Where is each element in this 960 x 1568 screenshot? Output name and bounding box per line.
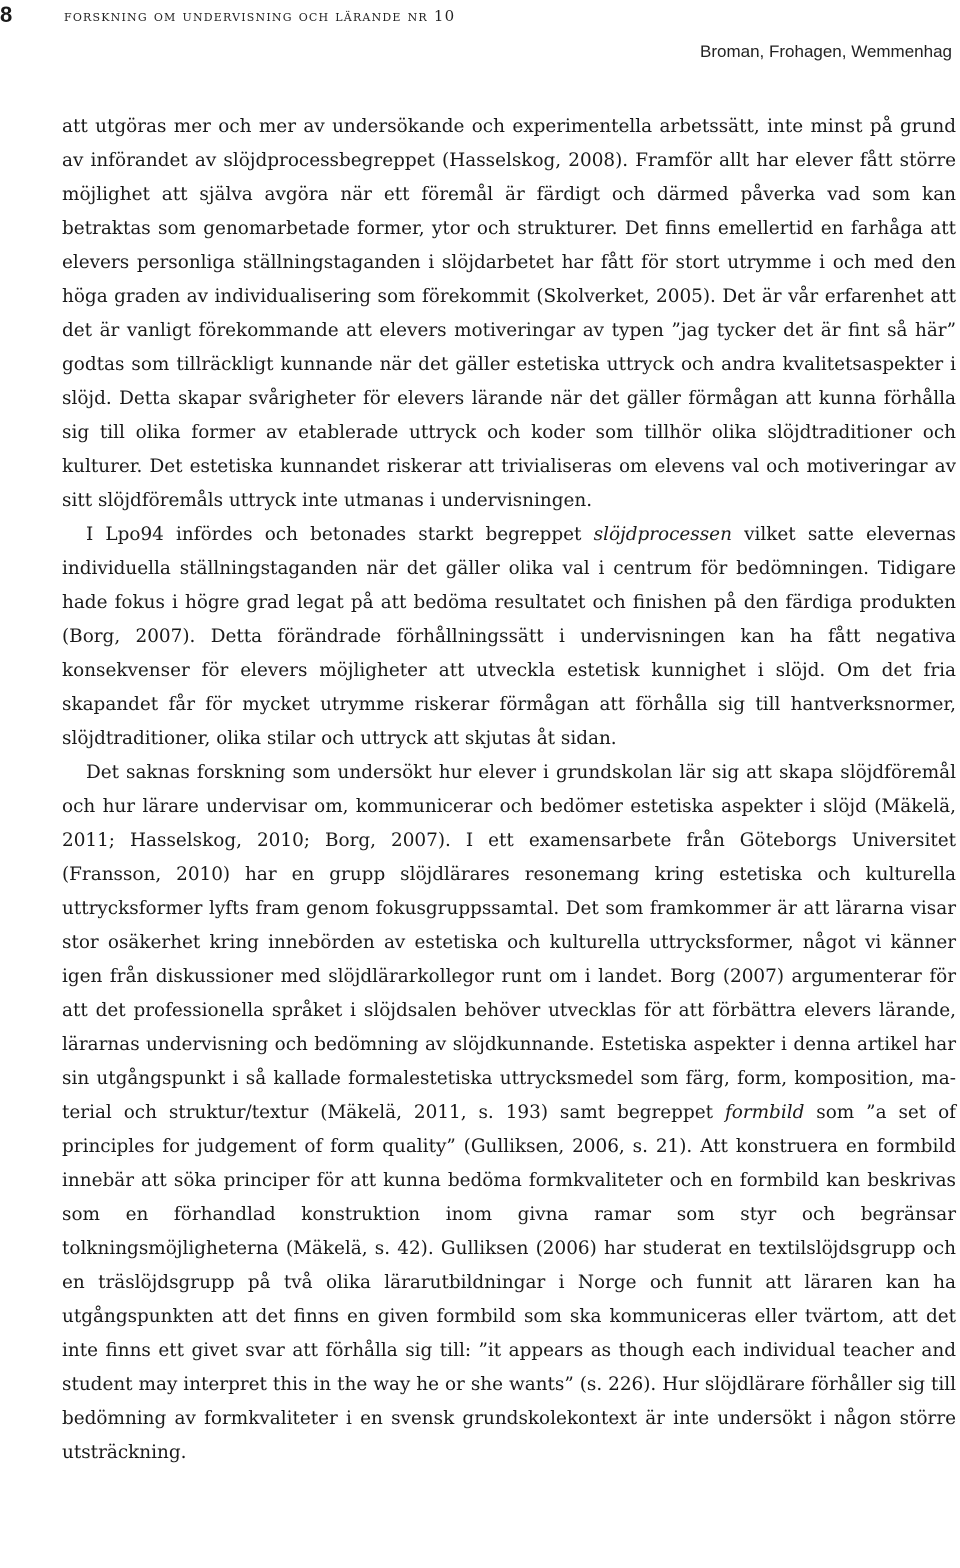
paragraph — [62, 110, 956, 518]
text-run: som ”a set of principles for judgement of form quality” (Gulliksen, 2006, s. 21). Att konstruera en formbild innebär att söka principer för att kunna bedöma formkvaliteter och en formbild kan beskrivas som en förhandlad konstruktion inom givna ramar som styr och begränsar tolkningsmöjligheterna (Mäkelä, s. 42). Gulliksen (2006) har studerat en textilslöjdsgrupp och en träslöjdsgrupp på två olika lärarutbildningar i Norge och funnit att läraren kan ha utgångspunkten att det finns en given formbild som ska kommuniceras eller tvärtom, att det inte finns ett givet svar att förhålla sig till: ”it appears as though each individual teacher and student may interpret this in the way he or she wants” (s. 226). Hur slöjdlärare förhåller sig till bedömning av formkvaliteter i en svensk grundskolekontext är inte undersökt i någon större utsträckning. — [62, 1102, 956, 1463]
running-head: forskning om undervisning och lärande nr 10 — [64, 7, 456, 25]
body-text — [62, 110, 956, 1470]
text-run: vilket satte elevernas individuella ställningstaganden när det gäller olika val i centrum för bedömningen. Tidigare hade fokus i högre grad legat på att bedöma resultatet och finishen på den färdiga produkten (Borg, 2007). Detta förändrade förhållningssätt i undervisningen kan ha fått negativa konsekvenser för elevers möjligheter att utveckla estetisk kunnighet i slöjd. Om det fria skapandet får för mycket utrymme riskerar förmågan att förhålla sig till hantverksnormer, slöjdtraditioner, olika stilar och uttryck att skjutas åt sidan. — [62, 524, 956, 749]
author-line: Broman, Frohagen, Wemmenhag — [700, 42, 952, 61]
text-run: att utgöras mer och mer av undersökande och experimentella arbetssätt, inte minst på grund av införandet av slöjdprocessbegreppet (Hasselskog, 2008). Framför allt har elever fått större möjlighet att själva avgöra när ett föremål är färdigt och därmed påverka vad som kan betraktas som genomarbetade former, ytor och strukturer. Det finns emellertid en farhåga att elevers personliga ställningstaganden i slöjdarbetet har fått för stort utrymme i och med den höga graden av individualisering som förekommit (Skolverket, 2005). Det är vår erfarenhet att det är vanligt förekommande att elevers motiveringar av typen ”jag tycker det är fint så här” godtas som tillräckligt kunnande när det gäller estetiska uttryck och andra kvalitetsaspekter i slöjd. Detta skapar svårigheter för elevers lärande när det gäller förmågan att kunna förhålla sig till olika former av etablerade uttryck och koder som tillhör olika slöjdtraditioner och kulturer. Det estetiska kunnandet riskerar att trivialiseras om elevens val och motiveringar av sitt slöjdföremåls uttryck inte utmanas i undervisningen. — [62, 116, 956, 511]
italic-term: formbild — [724, 1102, 805, 1123]
text-run: Det saknas forskning som undersökt hur elever i grundskolan lär sig att skapa slöjdföremål och hur lärare undervisar om, kommunicerar och bedömer estetiska aspekter i slöjd (Mäkelä, 2011; Hasselskog, 2010; Borg, 2007). I ett examensarbete från Göteborgs Universitet (Fransson, 2010) har en grupp slöjdlärares resonemang kring estetiska och kulturella uttrycksformer lyfts fram genom fokusgruppssamtal. Det som framkommer är att lärarna visar stor osäkerhet kring innebörden av estetiska och kulturella uttrycksformer, något vi känner igen från diskussioner med slöjdlärarkollegor runt om i landet. Borg (2007) argumenterar för att det professionella språket i slöjdsalen behöver utvecklas för att förbättra elevers lärande, lärarnas undervisning och bedömning av slöjdkunnande. Estetiska aspekter i denna artikel har sin utgångspunkt i så kallade formalestetiska uttrycksmedel som färg, form, komposition, material och struktur/textur (Mäkelä, 2011, s. 193) samt begreppet — [62, 762, 956, 1123]
italic-term: slöjdprocessen — [593, 524, 732, 545]
text-run: I Lpo94 infördes och betonades starkt begreppet — [86, 524, 594, 545]
page-number: 8 — [0, 2, 13, 27]
paragraph — [62, 518, 956, 756]
paragraph — [62, 756, 956, 1470]
